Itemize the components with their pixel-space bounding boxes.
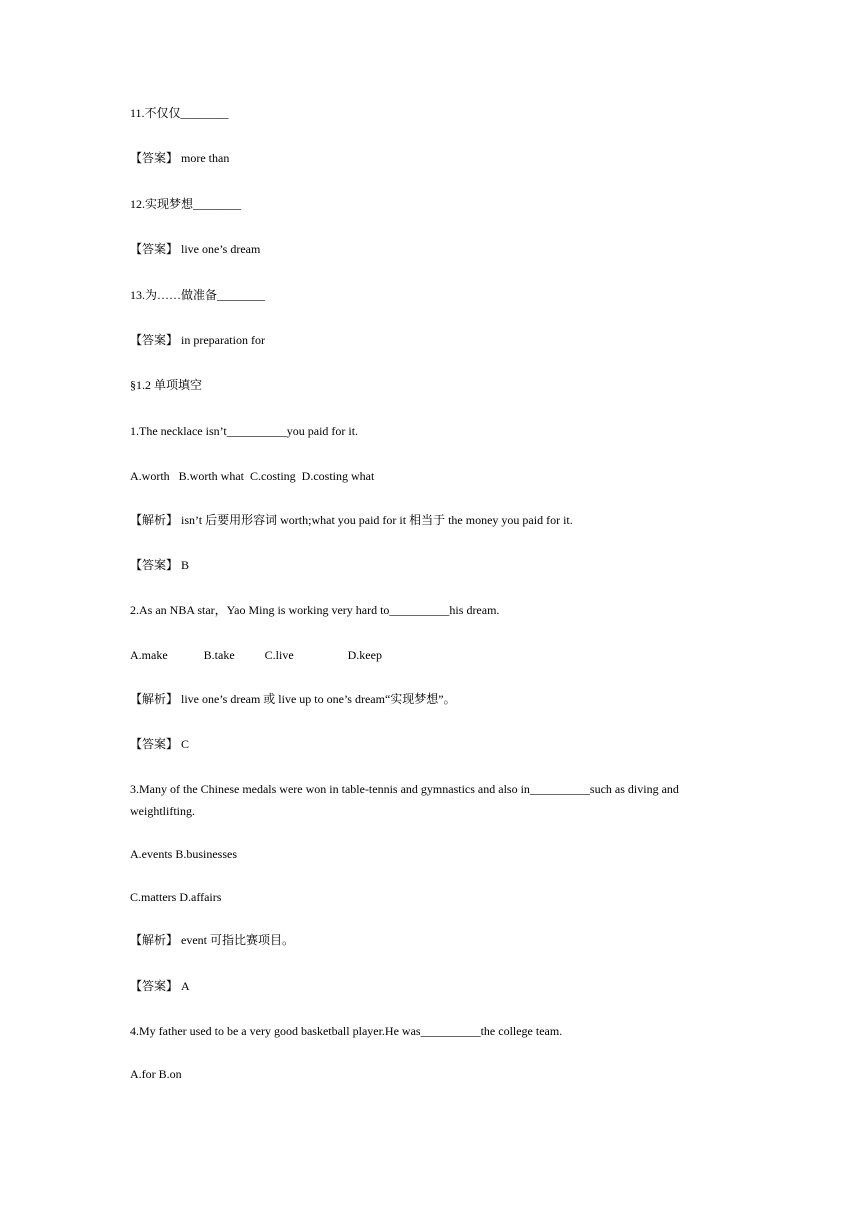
mcq-2-options: A.make B.take C.live D.keep — [130, 648, 382, 662]
question-11: 11.不仅仅________ — [130, 106, 229, 120]
answer-12: 【答案】 live one’s dream — [130, 242, 261, 256]
mcq-1-options: A.worth B.worth what C.costing D.costing what — [130, 469, 375, 483]
mcq-4-options: A.for B.on — [130, 1067, 182, 1081]
mcq-2-analysis: 【解析】 live one’s dream 或 live up to one’s dream“实现梦想”。 — [130, 692, 456, 706]
answer-11: 【答案】 more than — [130, 151, 230, 165]
question-12: 12.实现梦想________ — [130, 197, 242, 211]
mcq-1-answer: 【答案】 B — [130, 558, 190, 572]
question-13: 13.为……做准备________ — [130, 288, 266, 302]
mcq-4-question: 4.My father used to be a very good basketball player.He was__________the college team. — [130, 1024, 563, 1038]
mcq-2-question: 2.As an NBA star，Yao Ming is working very hard to__________his dream. — [130, 603, 500, 617]
mcq-1-question: 1.The necklace isn’t__________you paid for it. — [130, 424, 359, 438]
mcq-3-options-ab: A.events B.businesses — [130, 847, 237, 861]
mcq-3-analysis: 【解析】 event 可指比赛项目。 — [130, 933, 294, 947]
mcq-3-answer: 【答案】 A — [130, 979, 190, 993]
answer-13: 【答案】 in preparation for — [130, 333, 265, 347]
mcq-1-analysis: 【解析】 isn’t 后要用形容词 worth;what you paid for it 相当于 the money you paid for it. — [130, 513, 573, 527]
section-heading: §1.2 单项填空 — [130, 378, 203, 392]
mcq-3-options-cd: C.matters D.affairs — [130, 890, 222, 904]
mcq-3-question: 3.Many of the Chinese medals were won in table-tennis and gymnastics and also in__________such as diving and weightlifting. — [130, 782, 679, 818]
mcq-2-answer: 【答案】 C — [130, 737, 190, 751]
